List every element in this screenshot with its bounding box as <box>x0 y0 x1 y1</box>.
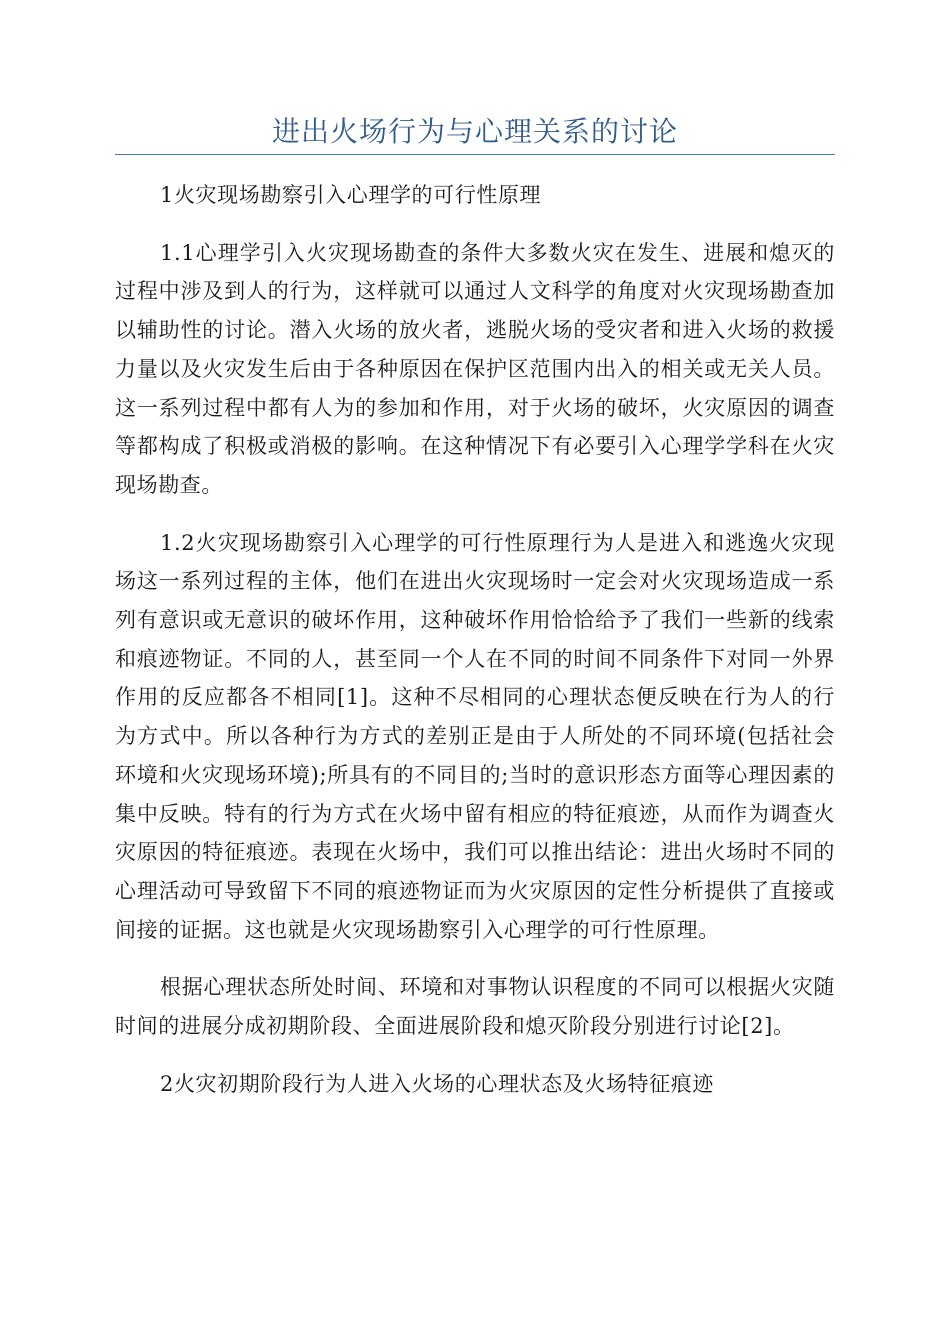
paragraph-1-1: 1.1心理学引入火灾现场勘查的条件大多数火灾在发生、进展和熄灭的过程中涉及到人的行为，这样就可以通过人文科学的角度对火灾现场勘查加以辅助性的讨论。潜入火场的放火者，逃脱火场的受灾者和进入火场的救援力量以及火灾发生后由于各种原因在保护区范围内出入的相关或无关人员。这一系列过程中都有人为的参加和作用，对于火场的破坏，火灾原因的调查等都构成了积极或消极的影响。在这种情况下有必要引入心理学学科在火灾现场勘查。 <box>115 240 835 497</box>
paragraph-stages: 根据心理状态所处时间、环境和对事物认识程度的不同可以根据火灾随时间的进展分成初期阶段、全面进展阶段和熄灭阶段分别进行讨论[2]。 <box>115 975 835 1039</box>
section-heading-2: 2火灾初期阶段行为人进入火场的心理状态及火场特征痕迹 <box>160 1071 714 1096</box>
paragraph-1-2: 1.2火灾现场勘察引入心理学的可行性原理行为人是进入和逃逸火灾现场这一系列过程的主体，他们在进出火灾现场时一定会对火灾现场造成一系列有意识或无意识的破坏作用，这种破坏作用恰恰给予了我们一些新的线索和痕迹物证。不同的人，甚至同一个人在不同的时间不同条件下对同一外界作用的反应都各不相同[1]。这种不尽相同的心理状态便反映在行为人的行为方式中。所以各种行为方式的差别正是由于人所处的不同环境(包括社会环境和火灾现场环境);所具有的不同目的;当时的意识形态方面等心理因素的集中反映。特有的行为方式在火场中留有相应的特征痕迹，从而作为调查火灾原因的特征痕迹。表现在火场中，我们可以推出结论：进出火场时不同的心理活动可导致留下不同的痕迹物证而为火灾原因的定性分析提供了直接或间接的证据。这也就是火灾现场勘察引入心理学的可行性原理。 <box>115 530 835 942</box>
document-body <box>115 176 835 1122</box>
document-title: 进出火场行为与心理关系的讨论 <box>271 115 678 148</box>
title-underline <box>115 154 835 155</box>
section-heading-1: 1火灾现场勘察引入心理学的可行性原理 <box>160 183 542 207</box>
